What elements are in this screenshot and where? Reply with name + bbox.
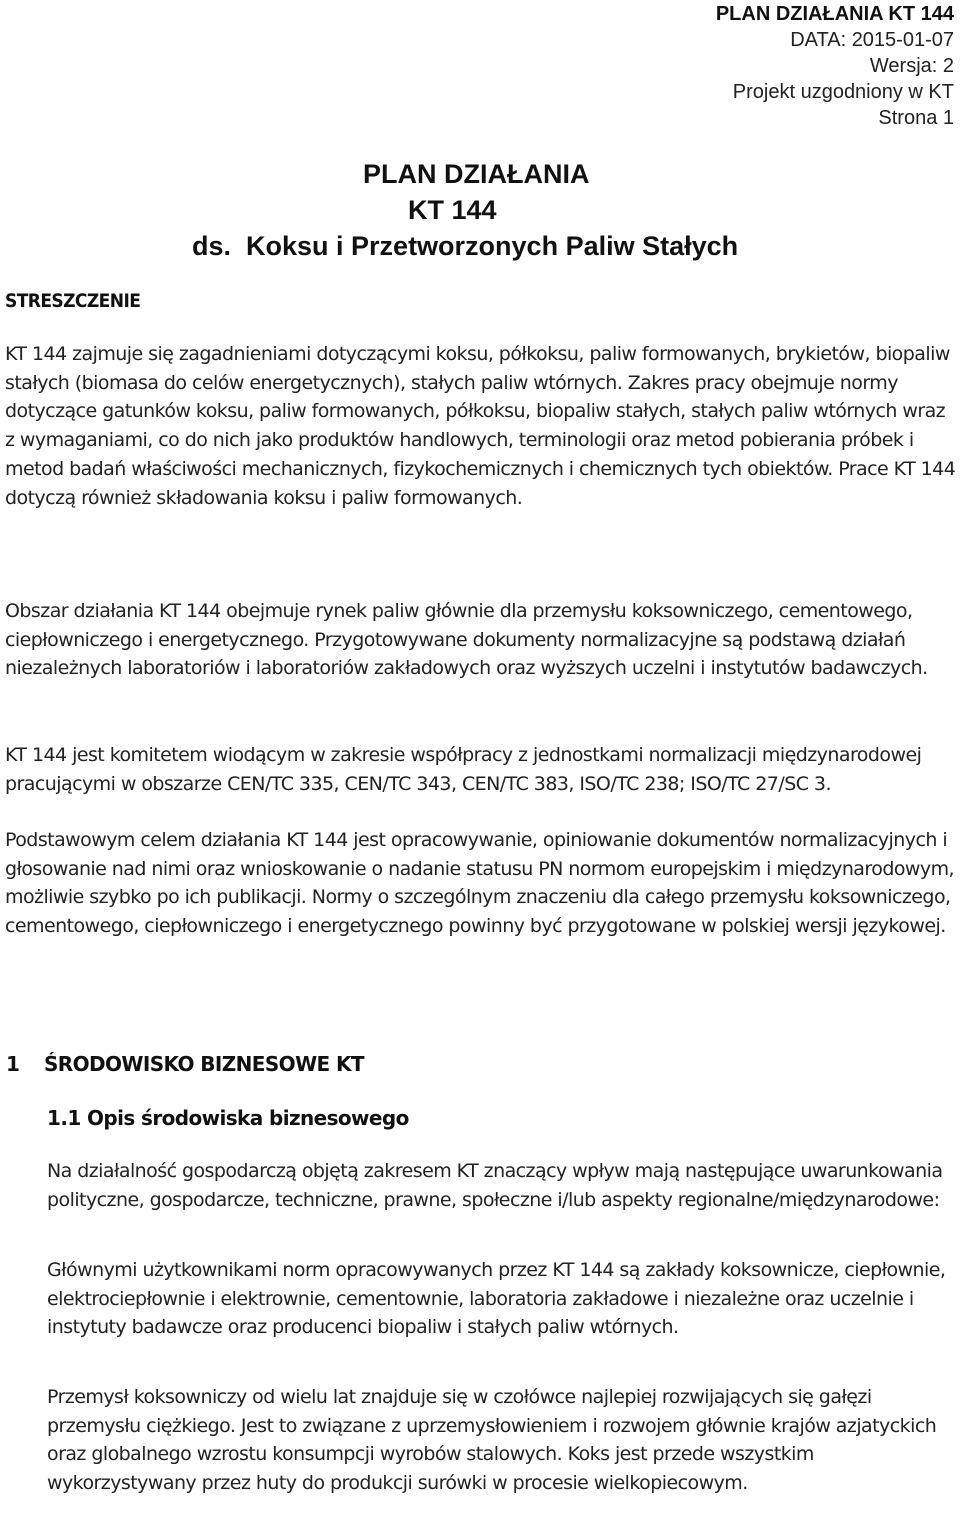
section-paragraph-3: Przemysł koksowniczy od wielu lat znajduje się w czołówce najlepiej rozwijających się gałęzi przemysłu ciężkiego. Jest to związane z uprzemysłowieniem i rozwojem głównie krajów azjatyckich oraz globalnego wzrostu konsumpcji wyrobów stalowych. Koks jest przede wszystkim wykorzystywany przez huty do produkcji surówki w procesie wielkopiecowym. <box>47 1386 937 1495</box>
header-title: PLAN DZIAŁANIA KT 144 <box>715 3 954 25</box>
title-line-1: PLAN DZIAŁANIA <box>363 159 590 189</box>
document-header <box>716 1 954 131</box>
header-page-number: Strona 1 <box>878 107 954 129</box>
title-line-2: KT 144 <box>408 195 497 225</box>
summary-heading: STRESZCZENIE <box>5 290 141 312</box>
header-date: DATA: 2015-01-07 <box>790 29 954 51</box>
section-title: ŚRODOWISKO BIZNESOWE KT <box>44 1052 364 1076</box>
section-number: 1 <box>6 1052 20 1076</box>
header-version: Wersja: 2 <box>869 55 954 77</box>
summary-paragraph-2: Obszar działania KT 144 obejmuje rynek paliw głównie dla przemysłu koksowniczego, cementowego, ciepłowniczego i energetycznego. Przygotowywane dokumenty normalizacyjne są podstawą działań niezależnych laboratoriów i laboratoriów zakładowych oraz wyższych uczelni i instytutów badawczych. <box>5 600 928 680</box>
summary-paragraph-3: KT 144 jest komitetem wiodącym w zakresie współpracy z jednostkami normalizacji międzynarodowej pracującymi w obszarze CEN/TC 335, CEN/TC 343, CEN/TC 383, ISO/TC 238; ISO/TC 27/SC 3. <box>5 744 922 795</box>
subsection-heading: 1.1 Opis środowiska biznesowego <box>47 1106 409 1130</box>
section-heading <box>6 1052 364 1076</box>
header-status: Projekt uzgodniony w KT <box>732 81 954 103</box>
title-line-3: ds. Koksu i Przetworzonych Paliw Stałych <box>192 231 739 261</box>
section-paragraph-2: Głównymi użytkownikami norm opracowywanych przez KT 144 są zakłady koksownicze, ciepłownie, elektrociepłownie i elektrownie, cementownie, laboratoria zakładowe i niezależne oraz uczelnie i instytuty badawcze oraz producenci biopaliw i stałych paliw wtórnych. <box>47 1259 946 1339</box>
summary-paragraph-4: Podstawowym celem działania KT 144 jest opracowywanie, opiniowanie dokumentów normalizacyjnych i głosowanie nad nimi oraz wnioskowanie o nadanie statusu PN normom europejskim i międzynarodowym, możliwie szybko po ich publikacji. Normy o szczególnym znaczeniu dla całego przemysłu koksowniczego, cementowego, ciepłowniczego i energetycznego powinny być przygotowane w polskiej wersji językowej. <box>5 829 955 938</box>
summary-paragraph-1: KT 144 zajmuje się zagadnieniami dotyczącymi koksu, półkoksu, paliw formowanych, brykietów, biopaliw stałych (biomasa do celów energetycznych), stałych paliw wtórnych. Zakres pracy obejmuje normy dotyczące gatunków koksu, paliw formowanych, półkoksu, biopaliw stałych, stałych paliw wtórnych wraz z wymaganiami, co do nich jako produktów handlowych, terminologii oraz metod pobierania próbek i metod badań właściwości mechanicznych, fizykochemicznych i chemicznych tych obiektów. Prace KT 144 dotyczą również składowania koksu i paliw formowanych. <box>5 343 956 509</box>
section-paragraph-1: Na działalność gospodarczą objętą zakresem KT znaczący wpływ mają następujące uwarunkowania polityczne, gospodarcze, techniczne, prawne, społeczne i/lub aspekty regionalne/międzynarodowe: <box>47 1160 943 1211</box>
